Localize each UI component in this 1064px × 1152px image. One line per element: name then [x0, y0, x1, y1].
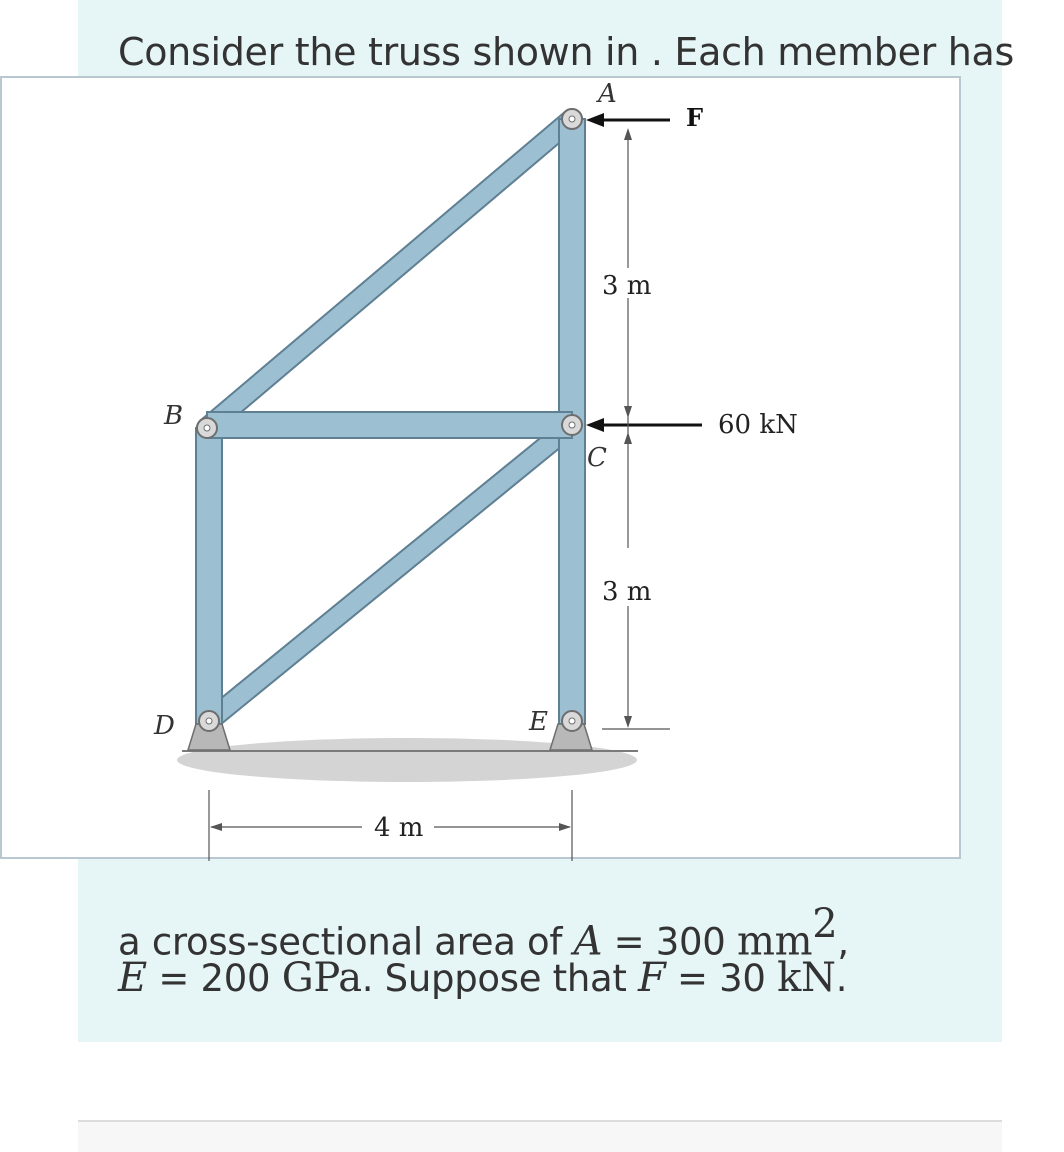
pin-d-hole — [206, 718, 212, 724]
pin-a-hole — [569, 116, 575, 122]
line1-suffix: , — [837, 920, 849, 964]
dim-arrow-bottom — [624, 716, 632, 728]
dim-upper-label: 3 m — [602, 271, 652, 301]
joint-b-label: B — [164, 401, 184, 431]
member-ab-fill — [207, 119, 572, 428]
area-exponent: 2 — [812, 901, 838, 947]
force-equals: = 30 — [665, 957, 778, 1000]
member-bd — [196, 428, 222, 724]
force-unit: kN — [777, 955, 836, 1001]
pin-c-hole — [569, 422, 575, 428]
modulus-symbol: E — [118, 955, 147, 1001]
line1-prefix: a cross-sectional area of — [118, 920, 574, 964]
joint-c-label: C — [587, 443, 607, 473]
line2-mid: . Suppose that — [361, 957, 639, 1000]
dim-lower-label: 3 m — [602, 577, 652, 607]
area-equals: = 300 — [602, 920, 737, 964]
dim-horizontal-label: 4 m — [374, 813, 424, 843]
dim-arrow-top — [624, 128, 632, 140]
force-f-label: F — [686, 103, 704, 132]
area-unit: mm — [737, 918, 813, 965]
pin-b-hole — [204, 425, 210, 431]
next-section-panel — [78, 1122, 1002, 1152]
dim-arrow-mid-down — [624, 432, 632, 444]
truss-figure — [0, 76, 961, 859]
area-symbol: A — [573, 918, 603, 965]
problem-text-line-2 — [118, 955, 847, 1001]
joint-e-label: E — [529, 707, 548, 737]
force-f-arrow-head — [586, 113, 604, 127]
pin-e-hole — [569, 718, 575, 724]
member-bc — [207, 412, 572, 438]
load-60kn-label: 60 kN — [718, 410, 798, 440]
truss-diagram — [2, 78, 963, 861]
dim-arrow-left — [210, 823, 222, 831]
member-dc-fill — [209, 425, 572, 721]
force-symbol: F — [638, 955, 666, 1001]
modulus-unit: GPa — [281, 955, 362, 1001]
load-60kn-arrow-head — [586, 418, 604, 432]
dim-arrow-mid-up — [624, 406, 632, 418]
line2-end: . — [835, 957, 848, 1000]
modulus-equals: = 200 — [146, 957, 282, 1000]
problem-intro-text: Consider the truss shown in . Each member has — [118, 30, 1015, 74]
dim-arrow-right — [559, 823, 571, 831]
joint-a-label: A — [598, 79, 617, 109]
joint-d-label: D — [154, 711, 175, 741]
